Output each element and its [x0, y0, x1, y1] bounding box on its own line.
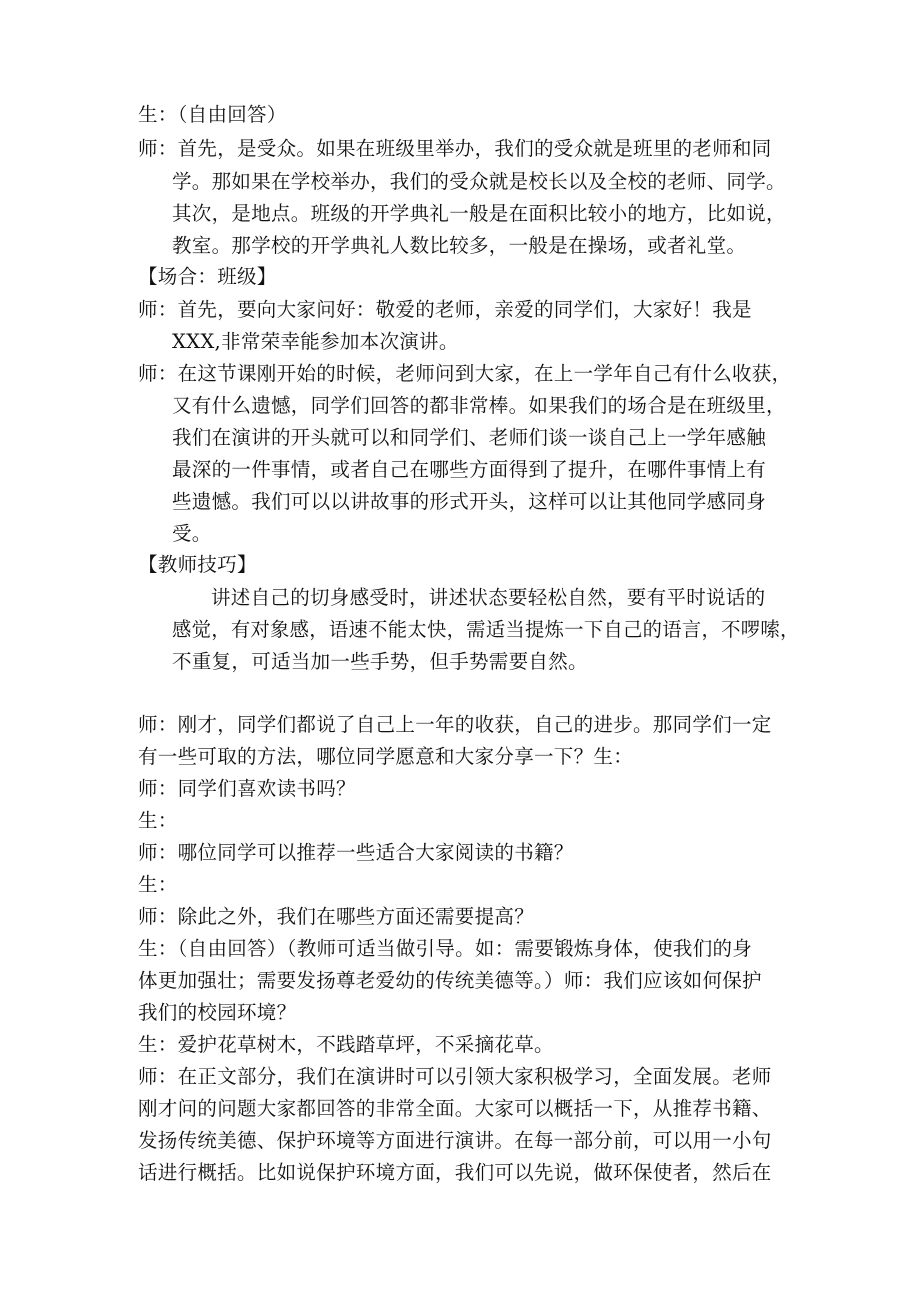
text-line-teacher-body-cont-3: 话进行概括。比如说保护环境方面，我们可以先说，做环保使者，然后在	[138, 1161, 772, 1184]
text-line-teacher-greeting-cont: XXX,非常荣幸能参加本次演讲。	[172, 330, 459, 353]
text-line-teacher-body-cont-1: 刚才问的问题大家都回答的非常全面。大家可以概括一下，从推荐书籍、	[138, 1097, 772, 1120]
text-line-student-free-answer: 生：（自由回答）	[138, 103, 287, 126]
text-line-teacher-lesson-cont-3: 最深的一件事情，或者自己在哪些方面得到了提升，在哪件事情上有	[172, 458, 767, 481]
text-line-tips-2: 感觉，有对象感，语速不能太快，需适当提炼一下自己的语言，不啰嗦，	[172, 618, 800, 641]
text-line-teacher-lesson-cont-4: 些遗憾。我们可以以讲故事的形式开头，这样可以让其他同学感同身	[172, 490, 767, 513]
text-line-teacher-progress-cont: 有一些可取的方法，哪位同学愿意和大家分享一下？生：	[138, 745, 634, 768]
text-line-teacher-location: 其次，是地点。班级的开学典礼一般是在面积比较小的地方，比如说，	[172, 202, 786, 225]
text-line-tips-3: 不重复，可适当加一些手势，但手势需要自然。	[172, 650, 588, 673]
text-line-teacher-audience-cont: 学。那如果在学校举办，我们的受众就是校长以及全校的老师、同学。	[172, 170, 786, 193]
text-line-teacher-progress: 师：刚才，同学们都说了自己上一年的收获，自己的进步。那同学们一定	[138, 713, 772, 736]
text-line-tips-1: 讲述自己的切身感受时，讲述状态要轻松自然，要有平时说话的	[211, 586, 766, 609]
text-line-teacher-reading: 师：同学们喜欢读书吗？	[138, 777, 356, 800]
text-line-teacher-greeting: 师：首先，要向大家问好：敬爱的老师，亲爱的同学们，大家好！我是	[138, 298, 752, 321]
text-line-teacher-improve: 师：除此之外，我们在哪些方面还需要提高？	[138, 905, 535, 928]
text-line-teacher-body-cont-2: 发扬传统美德、保护环境等方面进行演讲。在每一部分前，可以用一小句	[138, 1129, 772, 1152]
text-line-teacher-location-cont: 教室。那学校的开学典礼人数比较多，一般是在操场，或者礼堂。	[172, 234, 747, 257]
text-line-teacher-lesson-cont-5: 受。	[172, 522, 212, 545]
text-line-teacher-books: 师：哪位同学可以推荐一些适合大家阅读的书籍？	[138, 841, 574, 864]
text-line-student-guide: 生：（自由回答）（教师可适当做引导。如：需要锻炼身体，使我们的身	[138, 937, 753, 960]
text-line-teacher-audience: 师：首先，是受众。如果在班级里举办，我们的受众就是班里的老师和同	[138, 137, 772, 160]
text-line-teacher-body: 师：在正文部分，我们在演讲时可以引领大家积极学习，全面发展。老师	[138, 1065, 772, 1088]
text-line-student-guide-cont: 体更加强壮；需要发扬尊老爱幼的传统美德等。）师：我们应该如何保护	[138, 969, 762, 992]
text-line-student-protect: 生：爱护花草树木，不践踏草坪，不采摘花草。	[138, 1033, 554, 1056]
section-heading-occasion: 【场合：班级】	[138, 265, 277, 288]
text-line-student-1: 生：	[138, 809, 178, 832]
text-line-campus-environment: 我们的校园环境？	[138, 1001, 297, 1024]
text-line-teacher-lesson-start: 师：在这节课刚开始的时候，老师问到大家，在上一学年自己有什么收获，	[138, 362, 792, 385]
text-line-teacher-lesson-cont-2: 我们在演讲的开头就可以和同学们、老师们谈一谈自己上一学年感触	[172, 426, 767, 449]
text-line-student-2: 生：	[138, 873, 178, 896]
section-heading-teacher-tips: 【教师技巧】	[138, 553, 257, 576]
text-line-teacher-lesson-cont-1: 又有什么遗憾，同学们回答的都非常棒。如果我们的场合是在班级里，	[172, 394, 786, 417]
